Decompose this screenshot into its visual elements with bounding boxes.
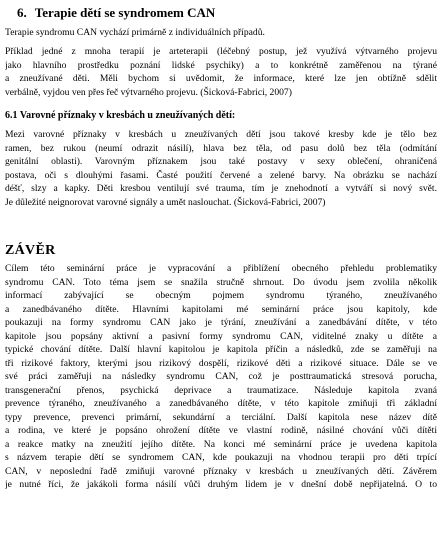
text-line: tři rizikové faktory, kterými jsou rizikový dospělí, rizikové děti a rizikové situace. Dále se ve [5, 357, 437, 369]
text-line: déšť, slzy a kapky. Děti kresbou ventilují své trauma, tím je znehodnotí a vytváří si nový svět. [5, 183, 437, 194]
text-line: verbálně, vyjdou ven přes řeč výtvarného projevu. (Šicková-Fabrici, 2007) [5, 86, 292, 98]
text-line: genitální oblasti). Varovným příznakem jsou také postavy v sexy oblečení, ohraničená [5, 156, 437, 167]
text-line: Příklad jedné z mnoha terapií je arteterapii (léčebný postup, jež využívá výtvarného projevu [5, 46, 437, 57]
subsection-heading: 6.1 Varovné příznaky v kresbách u zneužívaných dětí: [5, 110, 236, 121]
text-line: prevence týraného, zneužívaného a zanedbávaného dítěte, v této kapitole zmiňuji tři základní [5, 398, 437, 409]
text-line: informací zabývající se obecným pojmem syndromu týraného, zneužívaného [5, 290, 437, 301]
text-line: ramen, bez rukou (neumí odrazit násilí), hlava bez těla, od pasu dolů bez těla (odmítání [5, 142, 437, 154]
text-line: s názvem terapie dětí se syndromem CAN, kde poukazuji na vhodnou terapii pro děti trpící [5, 452, 437, 463]
text-line: své práci zaměřuji na následky syndromu CAN, což je posttraumatická stresová porucha, [5, 371, 437, 382]
text-line: Terapie syndromu CAN vychází primárně z individuálních případů. [5, 27, 265, 38]
text-line: CAN, v neposlední řadě zmiňuji varovné příznaky v kresbách u zneužívaných dětí. Závěrem [5, 465, 437, 477]
intro-paragraph [5, 26, 437, 40]
text-line: syndromu CAN. Toto téma jsem se snažila stručně shrnout. Do úvodu jsem zvolila několik [5, 276, 437, 288]
paragraph-warning-signs [5, 128, 437, 209]
section-number: 6. [17, 5, 27, 20]
paragraph-arteterapie [5, 45, 437, 99]
text-line: a zanedbávaného dítěte. Hlavními kapitolami mé seminární práce jsou kapitoly, kde [5, 303, 437, 315]
conclusion-heading: ZÁVĚR [5, 243, 56, 258]
text-line: Mezi varovné příznaky v kresbách u zneužívaných dětí jsou takové kresby kde je tělo bez [5, 129, 437, 140]
text-line: typické chování dítěte. Další hlavní kapitolou je kapitola příčin a následků, zde se zaměřuji na [5, 344, 437, 355]
section-title: Terapie dětí se syndromem CAN [34, 5, 216, 20]
text-line: poukazuji na formy syndromu CAN jako je týrání, zneužívání a zanedbávání dítěte, v této [5, 317, 437, 328]
text-line: Cílem této seminární práce je vypracování a přiblížení obecného přehledu problematiky [5, 263, 437, 274]
section-heading [17, 5, 215, 21]
text-line: a zneužívané děti. Měli bychom si uvědomit, že informace, které lze jen obtížně sdělit [5, 73, 437, 84]
conclusion-paragraph [5, 262, 437, 492]
text-line: typy prevence, prevenci primární, sekundární a terciální. Další kapitola nese název dítě [5, 411, 437, 423]
text-line: jako hlavního prostředku poznání lidské psychiky) a to konkrétně zaměřenou na týrané [5, 59, 437, 71]
text-line: transgenerační přenos, psychická deprivace a traumatizace. Následuje kapitola zvaná [5, 384, 437, 396]
text-line: a reakce matky na zneužití jejího dítěte. Na konci mé seminární práce je uvedena kapitola [5, 438, 437, 450]
text-line: kapitole jsou popsány aktivní a pasivní formy syndromu CAN, viditelné znaky u dítěte a [5, 330, 437, 342]
text-line: a rodina, ve které je popsáno ohrožení dítěte ve vlastní rodině, násilné chování vůči dítěti [5, 425, 437, 436]
text-line: je nutné říci, že jakákoli forma násilí vůči druhým lidem je v dnešní době nepřijatelná. O to [5, 479, 437, 490]
text-line: Je důležité neignorovat varovné signály a umět naslouchat. (Šicková-Fabrici, 2007) [5, 196, 326, 208]
text-line: postava, oči s dlouhými řasami. Časté použití červené a zelené barvy. Na obrázku se nachází [5, 169, 437, 181]
